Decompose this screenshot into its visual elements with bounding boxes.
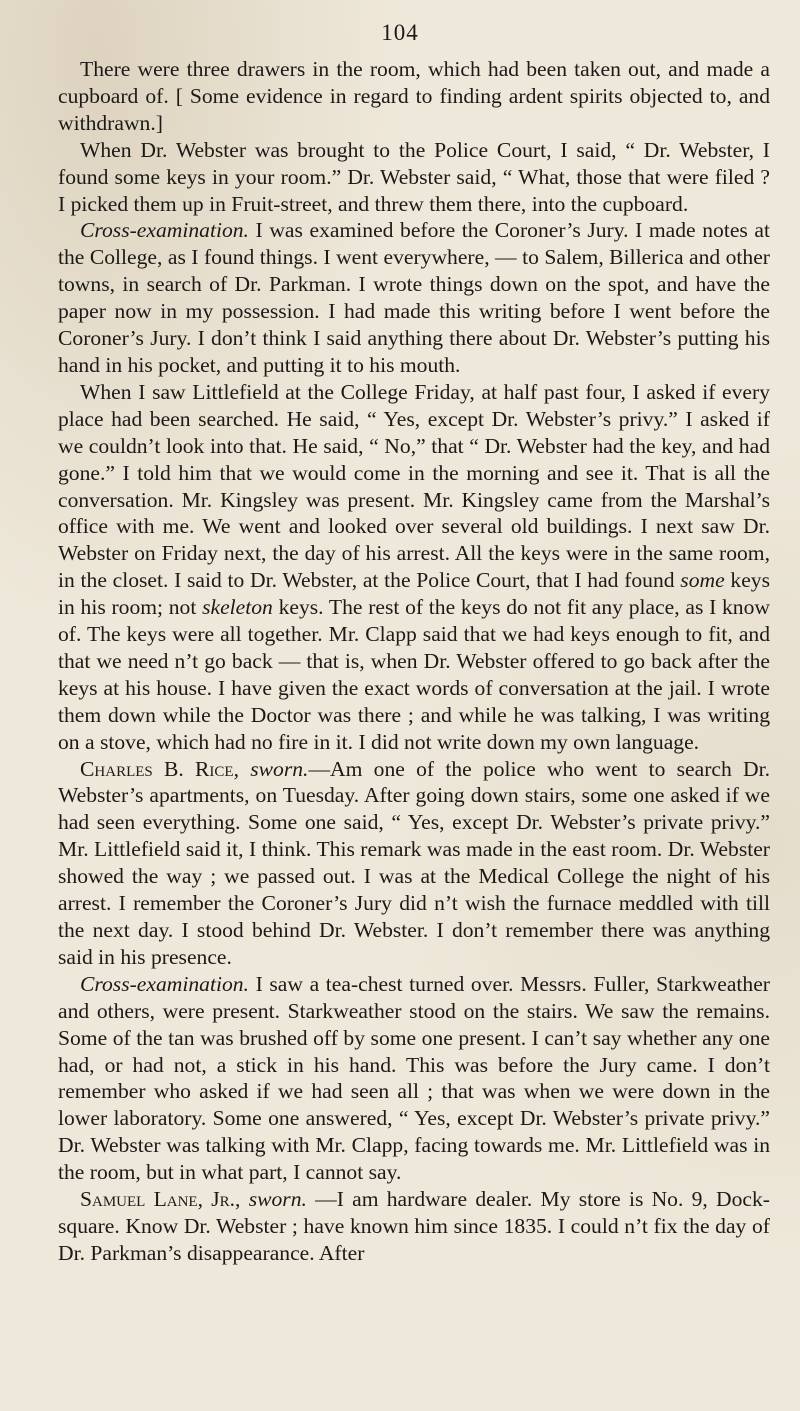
paragraph	[58, 379, 770, 756]
paragraph	[58, 217, 770, 378]
text-run: —I am hardware dealer. My store is No. 9, Dock-square. Know Dr. Webster ; have known him since 1835. I could n’t fix the day of Dr. Parkman’s disappearance. After	[58, 1187, 770, 1265]
italic-text: skeleton	[202, 595, 273, 620]
paragraph	[58, 756, 770, 971]
italic-text: some	[680, 568, 725, 593]
text-run: keys. The rest of the keys do not fit any place, as I know of. The keys were all together. Mr. Clapp said that we had keys enough to fit, and that we need n’t go back — that is, when Dr. Webster offered to go back after the keys at his house. I have given the exact words of conversation at the jail. I wrote them down while the Doctor was there ; and while he was talking, I was writing on a stove, which had no fire in it. I did not write down my own language.	[58, 595, 770, 754]
paragraph	[58, 1186, 770, 1267]
text-run	[239, 757, 250, 781]
text-run: keys in his room; not	[58, 568, 770, 620]
text-run: —Am one of the police who went to search Dr. Webster’s apartments, on Tuesday. After going down stairs, some one asked if we had seen everything. Some one said, “ Yes, except Dr. Webster’s private privy.” Mr. Littlefield said it, I think. This remark was made in the east room. Dr. Webster showed the way ; we passed out. I was at the Medical College the night of his arrest. I remember the Coroner’s Jury did n’t wish the furnace meddled with till the next day. I stood behind Dr. Webster. I don’t remember there was anything said in his presence.	[58, 756, 770, 969]
speaker-name: Samuel Lane, Jr.,	[80, 1187, 241, 1212]
text-run	[240, 1187, 248, 1211]
page-number: 104	[381, 20, 419, 45]
text-run: I was examined before the Coroner’s Jury. I made notes at the College, as I found things. I went everywhere, — to Salem, Billerica and other towns, in search of Dr. Parkman. I wrote things down on the spot, and have the paper now in my possession. I had made this writing before I went before the Coroner’s Jury. I don’t think I said anything there about Dr. Webster’s putting his hand in his pocket, and putting it to his mouth.	[58, 218, 770, 377]
italic-text: Cross-examination.	[80, 218, 249, 243]
italic-text: Cross-examination.	[80, 971, 249, 996]
body-text	[58, 56, 770, 1267]
paragraph	[58, 56, 770, 137]
italic-text: sworn.	[250, 756, 309, 781]
italic-text: sworn.	[248, 1187, 307, 1212]
text-run: I saw a tea-chest turned over. Messrs. Fuller, Starkweather and others, were present. Starkweather stood on the stairs. We saw the remains. Some of the tan was brushed off by some one present. I can’t say whether any one had, or had not, a stick in his hand. This was before the Jury came. I don’t remember who asked if we had seen all ; that was when we were down in the lower laboratory. Some one answered, “ Yes, except Dr. Webster’s private privy.” Dr. Webster was talking with Mr. Clapp, facing towards me. Mr. Littlefield was in the room, but in what part, I cannot say.	[58, 971, 770, 1185]
paragraph	[58, 971, 770, 1186]
text-run: There were three drawers in the room, which had been taken out, and made a cupboard of. [ Some evidence in regard to finding ardent spirits objected to, and withdrawn.]	[58, 57, 770, 135]
speaker-name: Charles B. Rice,	[80, 756, 239, 781]
text-run: When Dr. Webster was brought to the Police Court, I said, “ Dr. Webster, I found some keys in your room.” Dr. Webster said, “ What, those that were filed ? I picked them up in Fruit-street, and threw them there, into the cupboard.	[58, 137, 770, 216]
text-run: When I saw Littlefield at the College Friday, at half past four, I asked if every place had been searched. He said, “ Yes, except Dr. Webster’s privy.” I asked if we couldn’t look into that. He said, “ No,” that “ Dr. Webster had the key, and had gone.” I told him that we would come in the morning and see it. That is all the conversation. Mr. Kingsley was present. Mr. Kingsley came from the Marshal’s office with me. We went and looked over several old buildings. I next saw Dr. Webster on Friday next, the day of his arrest. All the keys were in the same room, in the closet. I said to Dr. Webster, at the Police Court, that I had found	[58, 379, 770, 593]
paragraph	[58, 137, 770, 218]
